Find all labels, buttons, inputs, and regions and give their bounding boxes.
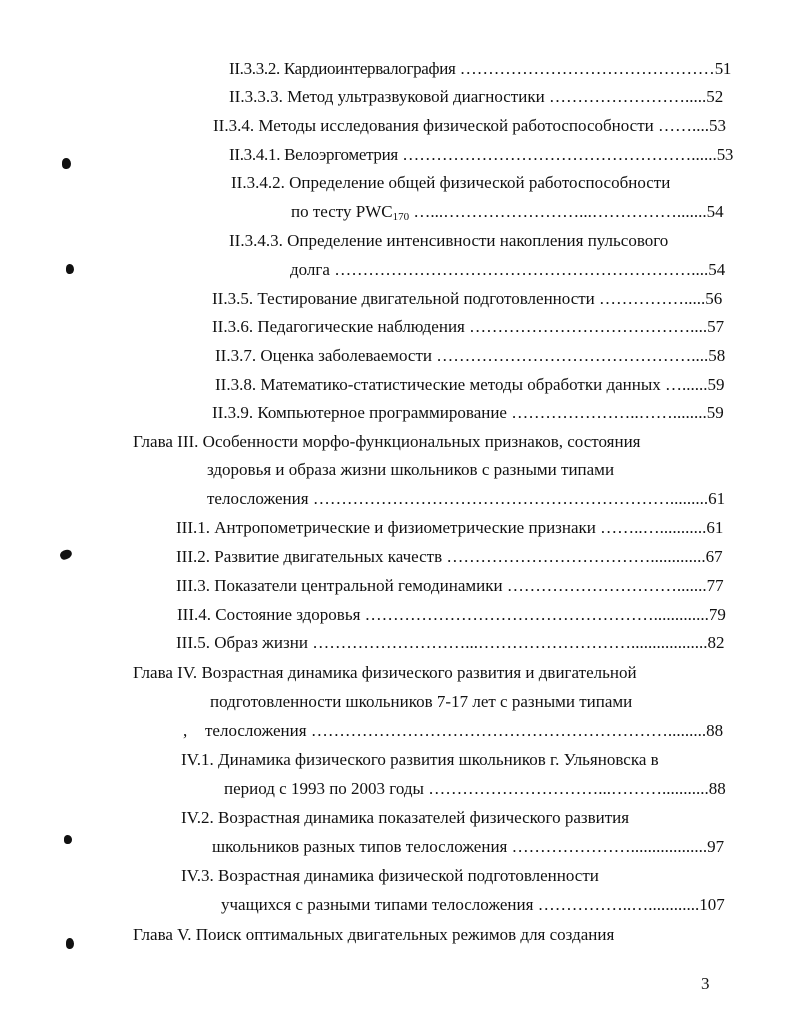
toc-entry-title: по тесту PWC (291, 202, 393, 221)
toc-leader-dots: ………………………………………………………......... (308, 489, 709, 508)
toc-entry-number: II.3.4.1. (229, 145, 285, 164)
toc-entry (231, 173, 670, 193)
toc-leader-dots: ………………………...……………………….................. (307, 633, 708, 652)
toc-page-number: 88 (708, 779, 726, 798)
scan-speck (66, 264, 74, 274)
toc-entry (181, 750, 659, 770)
toc-entry-number: Глава V. (133, 925, 196, 944)
toc-leader-dots: ………………………………………………………......... (306, 721, 707, 740)
toc-entry-title: период с 1993 по 2003 годы (224, 779, 424, 798)
toc-entry (290, 260, 725, 280)
toc-entry (133, 432, 641, 452)
toc-leader-dots: ……………………………………………………….... (329, 260, 709, 279)
toc-leader-dots: ……………………………………………............. (364, 605, 709, 624)
toc-entry (215, 346, 725, 366)
toc-entry-number: II.3.4. (213, 116, 259, 135)
toc-entry-title: Поиск оптимальных двигательных режимов для создания (195, 925, 615, 944)
toc-leader-dots: ……………..…............ (533, 895, 700, 914)
toc-leader-dots: ……………………..... (544, 87, 707, 106)
toc-entry-title: здоровья и образа жизни школьников с разными типами (207, 460, 615, 479)
toc-entry-title: телосложения (205, 721, 307, 740)
page-number: 3 (701, 974, 710, 993)
toc-entry (133, 663, 637, 683)
toc-entry (212, 403, 724, 423)
toc-entry-title: Педагогические наблюдения (257, 317, 465, 336)
toc-page-number: 53 (709, 116, 726, 135)
toc-leader-dots: …...……………………...……………....... (409, 202, 707, 221)
toc-entry-number: IV.3. (181, 866, 218, 885)
toc-entry-title: Возрастная динамика показателей физического развития (218, 808, 630, 827)
toc-leader-dots: ………………………………............. (442, 547, 706, 566)
toc-page-number: 53 (716, 145, 734, 164)
toc-entry-number: II.3.8. (215, 375, 261, 394)
toc-leader-dots: ……..…........... (595, 518, 707, 537)
toc-page-number: 77 (706, 576, 724, 595)
toc-entry (213, 116, 726, 136)
toc-page-number: 56 (705, 289, 723, 308)
toc-entry-number: Глава III. (133, 432, 203, 451)
toc-entry-number: II.3.3.3. (229, 87, 288, 106)
scan-speck (59, 548, 74, 561)
toc-entry-title: Тестирование двигательной подготовленности (257, 289, 595, 308)
toc-leader-dots: …………………..……........ (506, 403, 707, 422)
toc-page-number: 59 (707, 375, 725, 394)
toc-page-number: 67 (705, 547, 723, 566)
toc-entry-number: III.1. (176, 518, 215, 537)
toc-entry (176, 547, 723, 567)
toc-entry (181, 808, 629, 828)
toc-entry (176, 633, 724, 653)
toc-entry-title: телосложения (207, 489, 309, 508)
toc-leader-dots: …………………………...………........... (423, 779, 709, 798)
scan-speck (66, 938, 74, 949)
toc-entry (210, 692, 632, 712)
toc-entry (212, 289, 722, 309)
toc-entry-title: Возрастная динамика физического развития и двигательной (201, 663, 637, 682)
toc-entry (224, 779, 726, 799)
toc-leader-dots: ……………………………………….... (432, 346, 709, 365)
toc-entry-title: Определение интенсивности накопления пульсового (287, 231, 669, 250)
toc-page-number: 82 (707, 633, 725, 652)
toc-leader-dots: ……………..... (594, 289, 706, 308)
toc-leader-dots: ………………………………….... (464, 317, 708, 336)
toc-leader-dots: …….... (653, 116, 709, 135)
toc-entry-title: подготовленности школьников 7-17 лет с разными типами (210, 692, 633, 711)
toc-entry (291, 202, 724, 227)
toc-entry-number: III.3. (176, 576, 215, 595)
toc-entry (229, 145, 733, 165)
toc-entry-title: Кардиоинтервалография (283, 59, 456, 78)
toc-entry (229, 59, 731, 79)
toc-entry (176, 518, 723, 538)
toc-page-number: 54 (706, 202, 724, 221)
toc-entry-number: II.3.4.2. (231, 173, 290, 192)
toc-page-number: 88 (706, 721, 724, 740)
toc-entry-title: Состояние здоровья (215, 605, 365, 624)
toc-entry-title: Динамика физического развития школьников г. Ульяновска в (218, 750, 659, 769)
toc-entry-number: III.4. (177, 605, 216, 624)
toc-page-number: 107 (699, 895, 725, 914)
toc-entry-title: долга (290, 260, 330, 279)
toc-page-number: 52 (706, 87, 724, 106)
scan-speck (64, 835, 72, 844)
toc-entry-number: II.3.4.3. (229, 231, 288, 250)
toc-page-number: 51 (714, 59, 732, 78)
toc-entry-subscript: 170 (392, 211, 410, 223)
toc-leader-dots: ………………….................. (507, 837, 708, 856)
toc-page-number: 61 (708, 489, 726, 508)
stray-mark: , (183, 721, 188, 740)
toc-leader-dots: ……………………………………… (455, 59, 715, 78)
toc-page-number: 79 (708, 605, 726, 624)
scan-speck (62, 158, 71, 169)
toc-entry-title: учащихся с разными типами телосложения (221, 895, 534, 914)
toc-entry-title: Определение общей физической работоспособности (289, 173, 671, 192)
toc-entry (212, 837, 724, 857)
toc-entry (229, 87, 723, 107)
toc-entry-number: IV.2. (181, 808, 218, 827)
toc-entry-number: III.5. (176, 633, 215, 652)
toc-entry-title: Развитие двигательных качеств (214, 547, 443, 566)
toc-leader-dots: …...... (660, 375, 708, 394)
toc-entry (207, 489, 725, 509)
toc-entry-title: Методы исследования физической работоспособности (258, 116, 654, 135)
toc-entry (221, 895, 725, 915)
toc-entry-title: Оценка заболеваемости (260, 346, 433, 365)
toc-entry (177, 605, 726, 625)
toc-page-number: 58 (708, 346, 726, 365)
toc-entry-number: II.3.3.2. (229, 59, 284, 78)
toc-entry (207, 460, 614, 480)
toc-entry-number: II.3.5. (212, 289, 258, 308)
toc-entry-title: Возрастная динамика физической подготовленности (218, 866, 599, 885)
toc-entry (181, 866, 599, 886)
toc-entry-title: Математико-статистические методы обработки данных (260, 375, 661, 394)
toc-entry-title: Велоэргометрия (284, 145, 398, 164)
toc-entry (176, 576, 724, 596)
toc-leader-dots: ……………………………………………...... (397, 145, 717, 164)
toc-leader-dots: …………………………....... (502, 576, 707, 595)
toc-entry (215, 375, 725, 395)
toc-page-number: 61 (706, 518, 724, 537)
toc-page-number: 57 (707, 317, 725, 336)
toc-entry-title: школьников разных типов телосложения (212, 837, 508, 856)
toc-entry-title: Метод ультразвуковой диагностики (287, 87, 545, 106)
toc-entry (212, 317, 724, 337)
toc-entry-number: Глава IV. (133, 663, 202, 682)
toc-page-number: 59 (706, 403, 724, 422)
toc-entry-title: Показатели центральной гемодинамики (214, 576, 503, 595)
toc-entry-number: II.3.7. (215, 346, 261, 365)
toc-entry (183, 721, 724, 741)
toc-entry-title: Образ жизни (214, 633, 308, 652)
toc-page-number: 54 (708, 260, 726, 279)
toc-entry-number: II.3.9. (212, 403, 258, 422)
toc-entry (229, 231, 668, 251)
toc-entry-number: II.3.6. (212, 317, 258, 336)
toc-entry-number: III.2. (176, 547, 215, 566)
toc-entry-title: Компьютерное программирование (257, 403, 507, 422)
toc-entry-number: IV.1. (181, 750, 218, 769)
toc-entry-title: Особенности морфо-функциональных признаков, состояния (202, 432, 641, 451)
toc-page-number: 97 (707, 837, 725, 856)
toc-entry-title: Антропометрические и физиометрические признаки (214, 518, 596, 537)
toc-entry (133, 925, 614, 945)
